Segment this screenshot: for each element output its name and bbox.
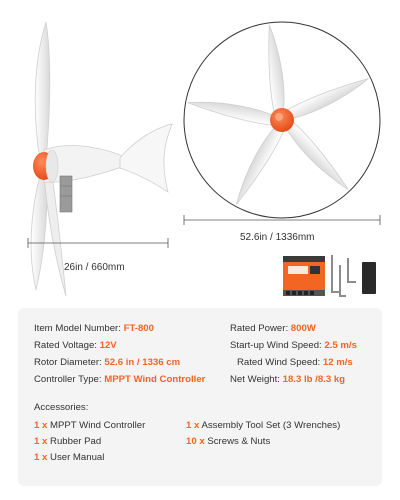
rubber-pad-icon: [362, 262, 376, 294]
spec-rated-voltage: Rated Voltage: 12V: [34, 340, 117, 351]
diameter-dimension-line: [184, 215, 380, 225]
accessory-item: 1 x User Manual: [34, 452, 105, 463]
spec-rated-power: Rated Power: 800W: [230, 323, 316, 334]
accessories-title: Accessories:: [34, 402, 89, 413]
mppt-controller-illustration: [283, 256, 325, 296]
accessory-item: 1 x MPPT Wind Controller: [34, 420, 146, 431]
wrench-icon: [332, 255, 356, 296]
wind-turbine-front-illustration: [184, 22, 380, 218]
spec-panel: [18, 308, 382, 486]
accessory-item: 10 x Screws & Nuts: [186, 436, 271, 447]
length-label: 26in / 660mm: [64, 262, 125, 273]
accessory-item: 1 x Rubber Pad: [34, 436, 102, 447]
spec-rated-wind-speed: Rated Wind Speed: 12 m/s: [237, 357, 353, 368]
spec-startup-wind-speed: Start-up Wind Speed: 2.5 m/s: [230, 340, 357, 351]
spec-rotor-diameter: Rotor Diameter: 52.6 in / 1336 cm: [34, 357, 181, 368]
rotor-diameter-label: 52.6in / 1336mm: [240, 232, 315, 243]
accessory-item: 1 x Assembly Tool Set (3 Wrenches): [186, 420, 341, 431]
spec-net-weight: Net Weight: 18.3 lb /8.3 kg: [230, 374, 346, 385]
spec-model-number: Item Model Number: FT-800: [34, 323, 154, 334]
wind-turbine-side-illustration: [31, 22, 172, 296]
spec-controller-type: Controller Type: MPPT Wind Controller: [34, 374, 206, 385]
length-dimension-line: [28, 238, 168, 248]
